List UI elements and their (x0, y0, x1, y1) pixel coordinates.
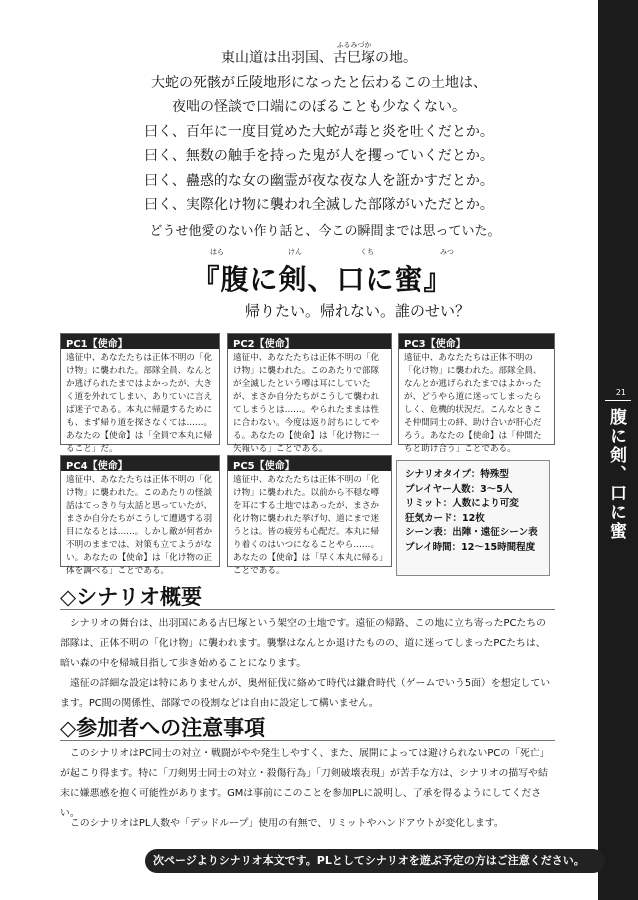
intro-line: 夜咄の怪談で口端にのぼることも少なくない。 (172, 99, 466, 115)
intro-line: 大蛇の死骸が丘陵地形になったと伝わるこの土地は、 (151, 74, 487, 91)
tagline: どうせ他愛のない作り話と、今この瞬間までは思っていた。 (149, 224, 501, 239)
page-number: 21 (615, 388, 626, 397)
pc2-heading: PC2【使命】 (228, 334, 391, 349)
notes-heading: ◇参加者への注意事項 (60, 716, 266, 740)
intro-line: 曰く、百年に一度目覚めた大蛇が毒と炎を吐くだとか。 (144, 123, 494, 140)
pc3-body: 遠征中、あなたたちは正体不明の「化け物」に襲われた。部隊全員、なんとか逃げられたまではよかったが、どうやら道に迷ってしまったらしく、危機的状況だ。こんなときこそ仲間同士の絆、助け合いが肝心だろう。あなたの【使命】は「仲間たちと助け合う」ことである。 (404, 353, 542, 454)
info-scene-table: シーン表：出陣・遠征シーン表 (405, 527, 538, 538)
info-play-time: プレイ時間：12～15時間程度 (405, 541, 536, 553)
pc2-body: 遠征中、あなたたちは正体不明の「化け物」に襲われた。このあたりで部隊が全滅したという噂は耳にしていたが、まさか自分たちがこうして襲われてしまうとは……。やられたままは性に合わない。今度は返り討ちにしてやる。あなたの【使命】は「化け物に一矢報いる」ことである。 (233, 353, 380, 454)
pc3-heading: PC3【使命】 (399, 334, 554, 349)
info-limit: リミット：人数により可変 (405, 498, 519, 509)
pc4-card (60, 455, 220, 576)
furigana: ふるみづか (336, 41, 372, 49)
pc1-body: 遠征中、あなたたちは正体不明の「化け物」に襲われた。部隊全員、なんとか逃げられたまではよかったが、大きく道を外れてしまい、ありていに言えば迷子である。本丸に帰還するためにも、まず帰り道を探さなくては……。あなたの【使命】は「全員で本丸に帰ること」だ。 (66, 353, 213, 454)
pc5-body: 遠征中、あなたたちは正体不明の「化け物」に襲われた。以前から不穏な噂を耳にする土地ではあったが、まさか化け物に襲われた挙げ句、道にまで迷うとは。皆の疲労も心配だ。本丸に帰り着くのはいつになることやら……。あなたの【使命】は「早く本丸に帰る」ことである。 (233, 475, 384, 576)
info-madness-cards: 狂気カード：12枚 (405, 512, 485, 524)
side-title: 腹に剣、口に蜜 (606, 408, 626, 541)
section-divider (60, 609, 555, 610)
document-page: 21 腹に剣、口に蜜 東山道は出羽国、 ふるみづか 古巳塚の地。 大蛇の死骸が丘陵地形になったと伝わるこの土地は、 夜咄の怪談で口端にのぼることも少なくない。 曰く、百年に一度目覚めた大蛇が毒と炎を吐くだとか。 曰く、無数の触手を持った鬼が人を攫っていくだとか。 曰く、蠱惑的な女の幽霊が夜な夜な人を誑かすだとか。 曰く、実際化け物に襲われ全滅した部隊がいただとか。 どうせ他愛のない作り話と、今この瞬間までは思っていた。 はら けん くち みつ 『腹に剣、口に蜜』 帰りたい。帰れない。誰のせい？ PC1【使命】 遠征中、あなたたちは正体不明の「化け物」に襲われた。部隊全員、なんとか逃げられたまではよかったが、大きく道を外れてしまい、ありていに言えば迷子である。本丸に帰還するためにも、まず帰り道を探さなくては……。あなたの【使命】は「全員で本丸に帰ること」だ。 PC2【使命】 遠征中、あなたたちは正体不明の「化け物」に襲われた。このあたりで部隊が全滅したという噂は耳にしていたが、まさか自分たちがこうして襲われてしまうとは……。やられたままは性に合わない。今度は返り討ちにしてやる。あなたの【使命】は「化け物に一矢報いる」ことである。 PC3【使命】 遠征中、あなたたちは正体不明の「化け物」に襲われた。部隊全員、なんとか逃げられたまではよかったが、どうやら道に迷ってしまったらしく、危機的状況だ。こんなときこそ仲間同士の絆、助け合いが肝心だろう。あなたの【使命】は「仲間たちと助け合う」ことである。 PC4【使命】 遠征中、あなたたちは正体不明の「化け物」に襲われた。このあたりの怪談話はてっきり与太話と思っていたが、まさか自分たちがこうして遭遇する羽目になるとは……。しかし敵が何者か不明のままでは、対策も立てようがない。あなたの【使命】は「化け物の正体を調べる」ことである。 PC5【使命】 遠征中、あなたたちは正体不明の「化け物」に襲われた。以前から不穏な噂を耳にする土地ではあったが、まさか化け物に襲われた挙げ句、道にまで迷うとは。皆の疲労も心配だ。本丸に帰り着くのはいつになることやら……。あなたの【使命】は「早く本丸に帰る」ことである。 シナリオタイプ：特殊型 プレイヤー人数：3～5人 リミット：人数により可変 狂気カード：12枚 シーン表：出陣・遠征シーン表 プレイ時間：12～15時間程度 ◇シナリオ概要 シナリオの舞台は、出羽国にある古巳塚という架空の土地です。遠征の帰路、この地に立ち寄ったPCたちの部隊は、正体不明の「化け物」に襲われます。襲撃はなんとか退けたものの、道に迷ってしまったPCたちは、暗い森の中を帰城目指して歩き始めることになります。 遠征の詳細な設定は特にありませんが、奥州征伐に絡めて時代は鎌倉時代（ゲームでいう5面）を想定しています。PC間の関係性、部隊での役割などは自由に設定して構いません。 ◇参加者への注意事項 このシナリオはPC同士の対立・戦闘がやや発生しやすく、また、展開によっては避けられないPCの「死亡」が起こり得ます。特に「刀剣男士同士の対立・殺傷行為」「刀剣破壊表現」が苦手な方は、シナリオの描写や結末に嫌悪感を抱く可能性があります。GMは事前にこのことを参加PLに説明し、了承を得るようにしてください。 このシナリオはPL人数や「デッドループ」使用の有無で、リミットやハンドアウトが変化します。 次ページよりシナリオ本文です。PLとしてシナリオを遊ぶ予定の方はご注意ください。 (0, 0, 638, 900)
scenario-title: 『腹に剣、口に蜜』 (191, 263, 453, 296)
side-divider (605, 400, 631, 401)
title-question: 帰りたい。帰れない。誰のせい？ (245, 302, 471, 320)
intro-line: 曰く、実際化け物に襲われ全滅した部隊がいただとか。 (144, 197, 494, 213)
pc4-heading: PC4【使命】 (61, 456, 219, 471)
notes-paragraph: このシナリオはPL人数や「デッドループ」使用の有無で、リミットやハンドアウトが変化します。 (69, 818, 504, 829)
intro-line: 東山道は出羽国、 ふるみづか 古巳塚の地。 (84, 46, 554, 71)
info-players: プレイヤー人数：3～5人 (405, 483, 513, 495)
intro-text (84, 41, 554, 218)
pc1-card (60, 333, 220, 454)
info-type: シナリオタイプ：特殊型 (405, 469, 509, 480)
spoiler-notice: 次ページよりシナリオ本文です。PLとしてシナリオを遊ぶ予定の方はご注意ください。 (145, 849, 605, 873)
pc1-heading: PC1【使命】 (61, 334, 219, 349)
overview-paragraph: シナリオの舞台は、出羽国にある古巳塚という架空の土地です。遠征の帰路、この地に立ち寄ったPCたちの部隊は、正体不明の「化け物」に襲われます。襲撃はなんとか退けたものの、道に迷ってしまったPCたちは、暗い森の中を帰城目指して歩き始めることになります。 (60, 618, 546, 669)
pc5-card (227, 455, 392, 576)
pc4-body: 遠征中、あなたたちは正体不明の「化け物」に襲われた。このあたりの怪談話はてっきり与太話と思っていたが、まさか自分たちがこうして遭遇する羽目になるとは……。しかし敵が何者か不明のままでは、対策も立てようがない。あなたの【使命】は「化け物の正体を調べる」ことである。 (66, 475, 213, 576)
intro-line: 曰く、蠱惑的な女の幽霊が夜な夜な人を誑かすだとか。 (144, 172, 494, 189)
pc5-heading: PC5【使命】 (228, 456, 391, 471)
overview-paragraph: 遠征の詳細な設定は特にありませんが、奥州征伐に絡めて時代は鎌倉時代（ゲームでいう5面）を想定しています。PC間の関係性、部隊での役割などは自由に設定して構いません。 (60, 678, 551, 709)
section-divider (60, 740, 555, 741)
pc3-card (398, 333, 555, 454)
overview-heading: ◇シナリオ概要 (60, 585, 202, 609)
side-tab (598, 0, 638, 900)
notes-paragraph: このシナリオはPC同士の対立・戦闘がやや発生しやすく、また、展開によっては避けられないPCの「死亡」が起こり得ます。特に「刀剣男士同士の対立・殺傷行為」「刀剣破壊表現」が苦手な方は、シナリオの描写や結末に嫌悪感を抱く可能性があります。GMは事前にこのことを参加PLに説明し、了承を得るようにしてください。 (60, 748, 550, 819)
scenario-info-box (396, 460, 550, 576)
intro-line: 曰く、無数の触手を持った鬼が人を攫っていくだとか。 (144, 148, 494, 164)
pc2-card (227, 333, 392, 454)
